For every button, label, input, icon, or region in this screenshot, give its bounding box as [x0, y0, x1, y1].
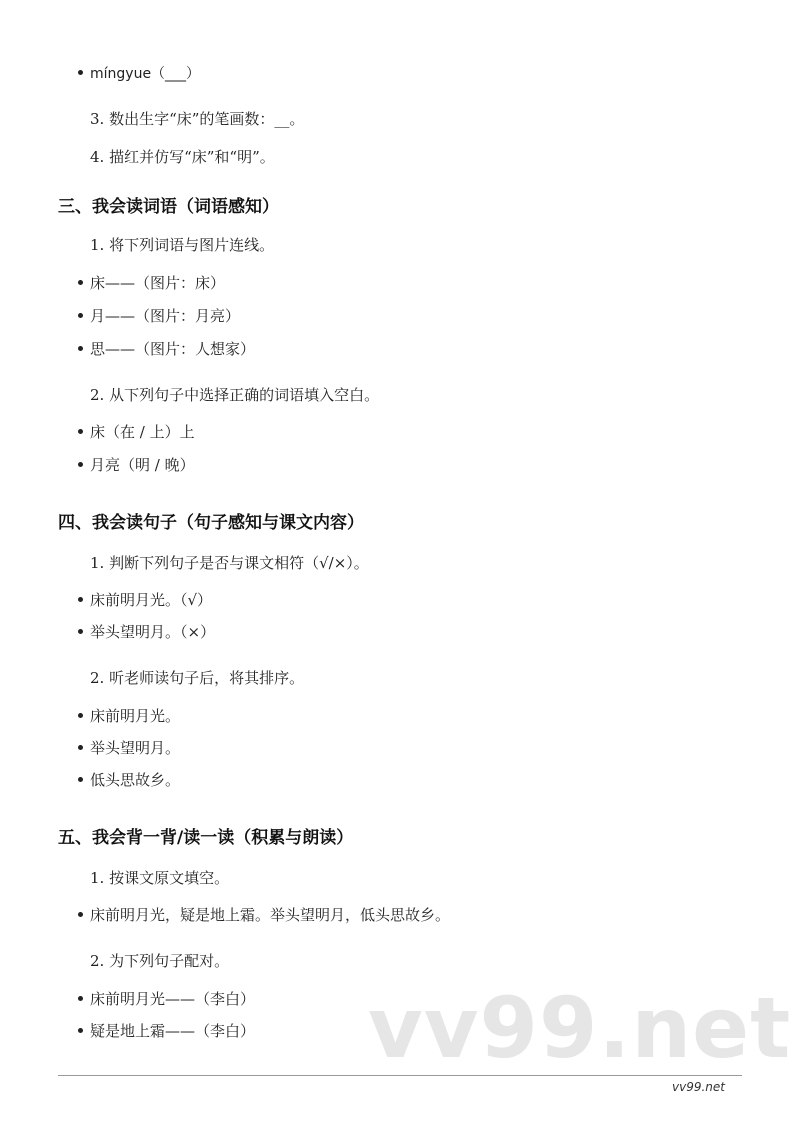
list-item — [78, 421, 195, 443]
bullet-icon — [78, 777, 83, 782]
list-item — [78, 589, 212, 611]
pinyin-item: míngyue（___） — [90, 66, 201, 82]
section-5-question-1: 1. 按课文原文填空。 — [90, 869, 230, 887]
footer-site-label: vv99.net — [672, 1080, 725, 1094]
bullet-icon — [78, 280, 83, 285]
bullet-icon — [78, 313, 83, 318]
bullet-icon — [78, 70, 83, 75]
section-3-question-2: 2. 从下列句子中选择正确的词语填入空白。 — [90, 386, 380, 404]
list-item-text: 床前明月光。 — [90, 707, 181, 725]
section-4-heading: 四、我会读句子（句子感知与课文内容） — [58, 513, 364, 533]
question-3: 3. 数出生字“床”的笔画数：__。 — [90, 110, 305, 128]
list-item-text: 床前明月光。（√） — [90, 591, 213, 609]
list-item-text: 月——（图片：月亮） — [90, 307, 241, 325]
list-item-text: 床（在 / 上）上 — [90, 423, 195, 441]
section-3-heading: 三、我会读词语（词语感知） — [58, 197, 279, 217]
list-item — [78, 737, 180, 759]
list-item — [78, 904, 450, 926]
bullet-icon — [78, 713, 83, 718]
list-item-text: 床前明月光，疑是地上霜。举头望明月，低头思故乡。 — [90, 906, 451, 924]
section-4-question-1: 1. 判断下列句子是否与课文相符（√/×）。 — [90, 554, 369, 572]
section-3-question-1: 1. 将下列词语与图片连线。 — [90, 236, 275, 254]
list-item — [78, 769, 180, 791]
bullet-icon — [78, 912, 83, 917]
list-item-text: 举头望明月。（×） — [90, 623, 216, 641]
section-4-question-2: 2. 听老师读句子后，将其排序。 — [90, 669, 305, 687]
list-item — [78, 988, 255, 1010]
section-5-question-2: 2. 为下列句子配对。 — [90, 952, 230, 970]
list-item-text: 疑是地上霜——（李白） — [90, 1022, 256, 1040]
list-item — [78, 338, 255, 360]
list-item — [78, 62, 200, 85]
bullet-icon — [78, 745, 83, 750]
list-item — [78, 305, 240, 327]
list-item — [78, 1020, 255, 1042]
bullet-icon — [78, 462, 83, 467]
list-item — [78, 621, 215, 643]
bullet-icon — [78, 429, 83, 434]
list-item-text: 思——（图片：人想家） — [90, 340, 256, 358]
bullet-icon — [78, 597, 83, 602]
question-4: 4. 描红并仿写“床”和“明”。 — [90, 148, 275, 166]
list-item-text: 床——（图片：床） — [90, 274, 226, 292]
list-item-text: 举头望明月。 — [90, 739, 181, 757]
list-item — [78, 454, 195, 476]
list-item — [78, 705, 180, 727]
list-item-text: 低头思故乡。 — [90, 771, 181, 789]
list-item-text: 床前明月光——（李白） — [90, 990, 256, 1008]
bullet-icon — [78, 1028, 83, 1033]
footer-divider — [58, 1075, 742, 1076]
list-item — [78, 272, 225, 294]
section-5-heading: 五、我会背一背/读一读（积累与朗读） — [58, 828, 354, 848]
list-item-text: 月亮（明 / 晚） — [90, 456, 195, 474]
bullet-icon — [78, 629, 83, 634]
bullet-icon — [78, 996, 83, 1001]
watermark: vv99.net — [368, 979, 792, 1077]
bullet-icon — [78, 346, 83, 351]
